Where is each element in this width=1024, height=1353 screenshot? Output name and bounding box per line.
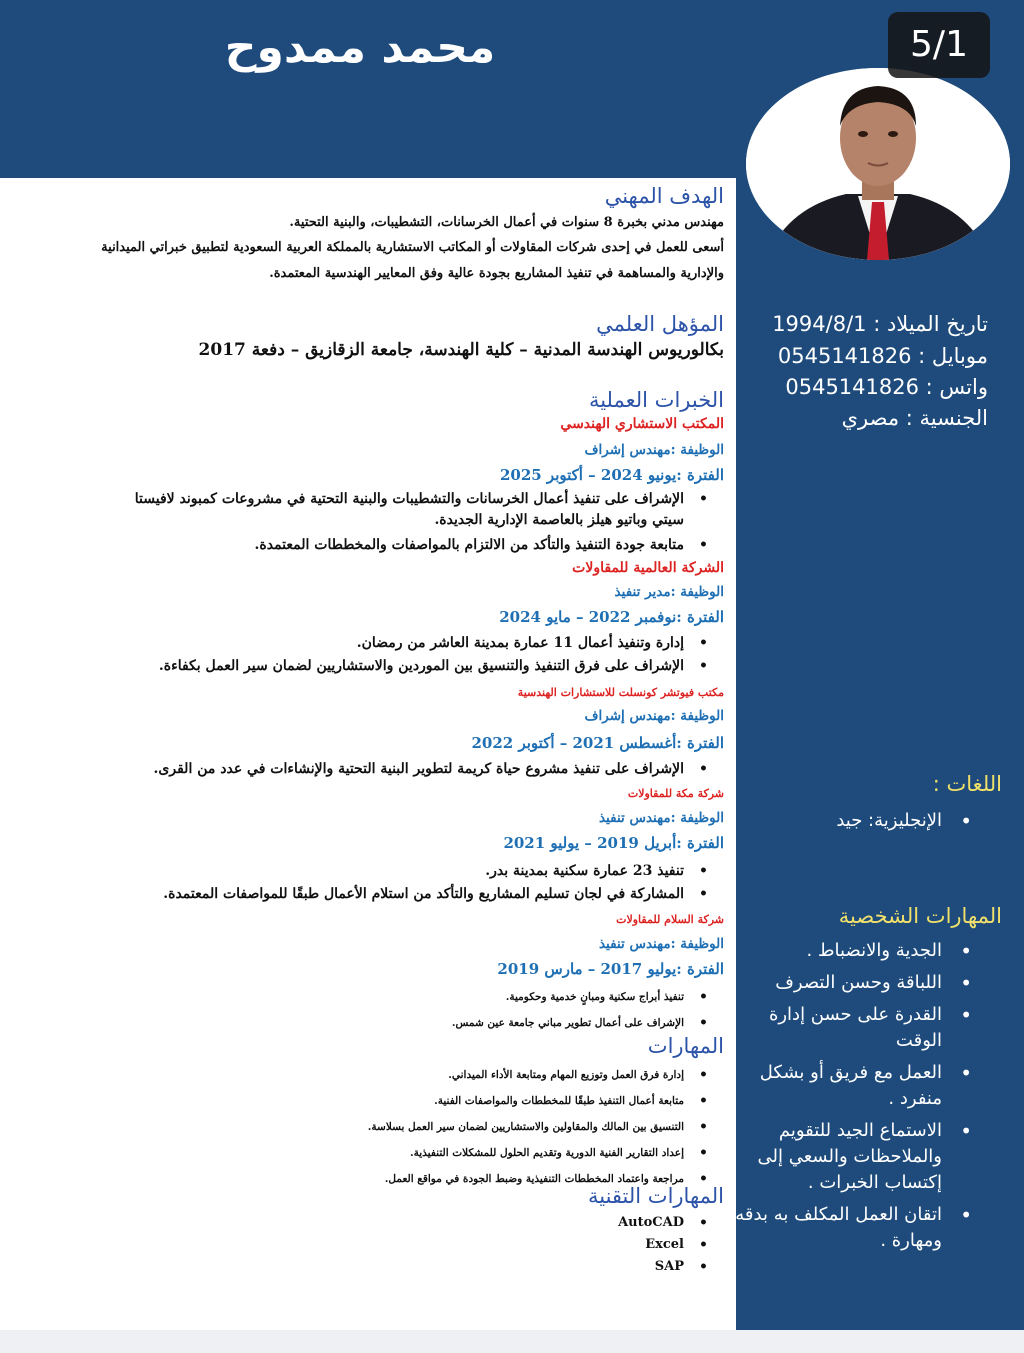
objective-title: الهدف المهني <box>604 184 724 208</box>
candidate-name: محمد ممدوح <box>224 22 496 73</box>
list-item: • الاستماع الجيد للتقويم والملاحظات والسعي إلى إكتساب الخبرات . <box>732 1118 976 1196</box>
list-item: • المشاركة في لجان تسليم المشاريع والتأكد من استلام الأعمال طبقًا للمواصفات المعتمدة. <box>163 883 724 906</box>
list-item: • متابعة أعمال التنفيذ طبقًا للمخططات والمواصفات الفنية. <box>368 1088 724 1114</box>
personal-skills-title: المهارات الشخصية <box>838 904 1002 928</box>
list-item: • متابعة جودة التنفيذ والتأكد من الالتزام بالمواصفات والمخططات المعتمدة. <box>255 534 724 557</box>
list-item: • إدارة فرق العمل وتوزيع المهام ومتابعة الأداء الميداني. <box>368 1062 724 1088</box>
list-item: • الجدية والانضباط . <box>732 938 976 964</box>
tech-skills-title: المهارات التقنية <box>588 1184 724 1208</box>
company-name: مكتب فيوتشر كونسلت للاستشارات الهندسية <box>517 686 724 699</box>
company-name: الشركة العالمية للمقاولات <box>572 560 724 576</box>
education-title: المؤهل العلمي <box>596 312 724 336</box>
skills-title: المهارات <box>647 1034 724 1058</box>
job-role: الوظيفة :مهندس إشراف <box>584 708 724 724</box>
job-bullets <box>163 860 724 906</box>
job-role: الوظيفة :مهندس إشراف <box>584 442 724 458</box>
list-item: • تنفيذ أبراج سكنية ومبانٍ خدمية وحكومية. <box>452 984 724 1010</box>
list-item: • الإنجليزية: جيد <box>732 808 976 834</box>
company-name: شركة السلام للمقاولات <box>616 913 724 926</box>
list-item: • اتقان العمل المكلف به بدقه ومهارة . <box>732 1202 976 1254</box>
company-name: المكتب الاستشاري الهندسي <box>560 416 724 432</box>
tech-skills-list <box>618 1212 724 1278</box>
list-item: • الإشراف على تنفيذ مشروع حياة كريمة لتطوير البنية التحتية والإنشاءات في عدد من القرى. <box>154 758 724 781</box>
list-item: • اللباقة وحسن التصرف <box>732 970 976 996</box>
objective-line: والإدارية والمساهمة في تنفيذ المشاريع بجودة عالية وفق المعايير الهندسية المعتمدة. <box>269 266 724 281</box>
list-item: • الإشراف على أعمال تطوير مباني جامعة عين شمس. <box>452 1010 724 1036</box>
job-period: الفترة :أغسطس 2021 – أكتوبر 2022 <box>471 734 724 752</box>
mobile-number: موبايل : 0545141826 <box>777 344 988 368</box>
job-role: الوظيفة :مدير تنفيذ <box>614 584 724 600</box>
job-bullets <box>159 632 724 678</box>
job-bullets <box>452 984 724 1036</box>
job-bullet-continuation: سيتي وباتيو هيلز بالعاصمة الإدارية الجديدة. <box>434 512 684 528</box>
job-bullets <box>255 534 724 557</box>
list-item: • الإشراف على فرق التنفيذ والتنسيق بين الموردين والاستشاريين لضمان سير العمل بكفاءة. <box>159 655 724 678</box>
list-item: • الإشراف على تنفيذ أعمال الخرسانات والتشطيبات والبنية التحتية في مشروعات كمبوند لافيستا <box>135 488 724 511</box>
list-item: • العمل مع فريق أو بشكل منفرد . <box>732 1060 976 1112</box>
whatsapp-number: واتس : 0545141826 <box>785 375 988 399</box>
job-period: الفترة :أبريل 2019 – يوليو 2021 <box>503 834 724 852</box>
job-role: الوظيفة :مهندس تنفيذ <box>598 810 724 826</box>
list-item: • التنسيق بين المالك والمقاولين والاستشاريين لضمان سير العمل بسلاسة. <box>368 1114 724 1140</box>
job-period: الفترة :يونيو 2024 – أكتوبر 2025 <box>499 466 724 484</box>
list-item: • مراجعة واعتماد المخططات التنفيذية وضبط الجودة في مواقع العمل. <box>368 1166 724 1192</box>
job-period: الفترة :نوفمبر 2022 – مايو 2024 <box>499 608 724 626</box>
languages-title: اللغات : <box>932 772 1002 796</box>
list-item: • تنفيذ 23 عمارة سكنية بمدينة بدر. <box>163 860 724 883</box>
job-role: الوظيفة :مهندس تنفيذ <box>598 936 724 952</box>
list-item: • القدرة على حسن إدارة الوقت <box>732 1002 976 1054</box>
list-item: • إعداد التقارير الفنية الدورية وتقديم الحلول للمشكلات التنفيذية. <box>368 1140 724 1166</box>
experience-title: الخبرات العملية <box>588 388 724 412</box>
birth-date: تاريخ الميلاد : 1994/8/1 <box>772 312 988 336</box>
languages-list <box>732 808 976 840</box>
company-name: شركة مكة للمقاولات <box>627 787 724 800</box>
job-bullets <box>135 488 724 511</box>
list-item: • Excel <box>618 1234 724 1256</box>
list-item: • إدارة وتنفيذ أعمال 11 عمارة بمدينة العاشر من رمضان. <box>159 632 724 655</box>
list-item: • SAP <box>618 1256 724 1278</box>
skills-list <box>368 1062 724 1192</box>
personal-skills-list <box>732 938 976 1260</box>
objective-line: مهندس مدني بخبرة 8 سنوات في أعمال الخرسانات، التشطيبات، والبنية التحتية. <box>289 215 724 230</box>
objective-line: أسعى للعمل في إحدى شركات المقاولات أو المكاتب الاستشارية بالمملكة العربية السعودية لتطبيق خبراتي الميدانية <box>101 240 724 255</box>
nationality: الجنسية : مصري <box>841 406 988 430</box>
education-degree: بكالوريوس الهندسة المدنية – كلية الهندسة، جامعة الزقازيق – دفعة 2017 <box>198 340 724 360</box>
list-item: • AutoCAD <box>618 1212 724 1234</box>
job-bullets <box>154 758 724 781</box>
job-period: الفترة :يوليو 2017 – مارس 2019 <box>497 960 724 978</box>
page-indicator: 5/1 <box>888 12 990 78</box>
profile-photo <box>746 68 1010 260</box>
